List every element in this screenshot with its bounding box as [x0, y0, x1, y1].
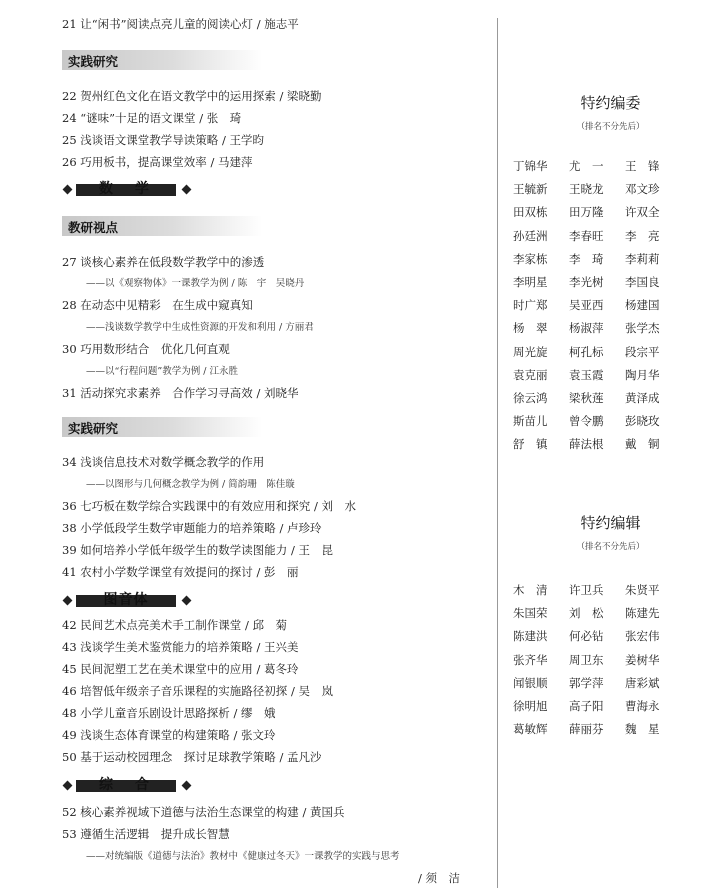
- toc-author: / 须 洁: [418, 871, 461, 885]
- editorial-board-names: [513, 158, 681, 459]
- member-name: 周卫东: [569, 652, 604, 667]
- member-name: 李国良: [625, 274, 660, 289]
- member-name: 张齐华: [513, 652, 548, 667]
- toc-item[interactable]: 48 小学儿童音乐剧设计思路探析 / 缪 娥: [62, 706, 276, 720]
- toc-item[interactable]: 52 核心素养视域下道德与法治生态课堂的构建 / 黄国兵: [62, 805, 345, 819]
- name-row: [513, 320, 681, 343]
- toc-subtitle: ——对统编版《道德与法治》教材中《健康过冬天》一课教学的实践与思考: [86, 851, 400, 862]
- name-row: [513, 698, 681, 721]
- member-name: 李家栋: [513, 251, 548, 266]
- member-name: 许卫兵: [569, 583, 604, 597]
- member-name: 李 亮: [625, 228, 660, 243]
- member-name: 黄泽成: [625, 390, 660, 405]
- member-name: 薛法根: [569, 437, 604, 452]
- member-name: 尤 一: [569, 159, 604, 173]
- member-name: 闻银顺: [513, 675, 548, 690]
- member-name: 木 清: [513, 583, 548, 597]
- member-name: 杨建国: [625, 298, 660, 313]
- member-name: 斯苗儿: [513, 414, 548, 429]
- member-name: 葛敏辉: [513, 722, 548, 737]
- ranking-note: （排名不分先后）: [576, 122, 645, 132]
- name-row: [513, 436, 681, 459]
- toc-item[interactable]: 43 浅谈学生美术鉴赏能力的培养策略 / 王兴美: [62, 640, 299, 654]
- name-row: [513, 344, 681, 367]
- section-header: 教研视点: [62, 216, 262, 236]
- toc-item[interactable]: 39 如何培养小学低年级学生的数学读图能力 / 王 昆: [62, 543, 333, 557]
- name-row: [513, 297, 681, 320]
- toc-item[interactable]: 26 巧用板书，提高课堂效率 / 马建萍: [62, 155, 253, 169]
- toc-item[interactable]: 24 “谜味”十足的语文课堂 / 张 琦: [62, 111, 242, 125]
- member-name: 曹海永: [625, 698, 660, 713]
- member-name: 高子阳: [569, 698, 604, 713]
- name-row: [513, 251, 681, 274]
- column-divider: [497, 18, 498, 888]
- member-name: 王 锋: [625, 159, 660, 173]
- toc-item[interactable]: 53 遵循生活逻辑 提升成长智慧: [62, 827, 230, 841]
- member-name: 杨 翠: [513, 321, 548, 336]
- toc-item[interactable]: 22 贺州红色文化在语文教学中的运用探索 / 梁晓勤: [62, 89, 322, 103]
- name-row: [513, 675, 681, 698]
- toc-subtitle: ——以图形与几何概念教学为例 / 简韵珊 陈佳璇: [86, 479, 295, 490]
- name-row: [513, 158, 681, 181]
- name-row: [513, 582, 681, 605]
- member-name: 邓文珍: [625, 182, 660, 197]
- toc-subtitle: ——以“行程问题”教学为例 / 江永胜: [86, 366, 238, 377]
- member-name: 时广郑: [513, 298, 548, 313]
- ranking-note: （排名不分先后）: [576, 542, 645, 552]
- member-name: 朱贤平: [625, 583, 660, 597]
- section-header: 实践研究: [62, 417, 262, 437]
- member-name: 田双栋: [513, 205, 548, 220]
- member-name: 戴 铜: [625, 437, 660, 452]
- member-name: 陶月华: [625, 367, 660, 382]
- member-name: 李莉莉: [625, 251, 660, 266]
- member-name: 彭晓玫: [625, 414, 660, 429]
- member-name: 徐云鸿: [513, 390, 548, 405]
- name-row: [513, 390, 681, 413]
- member-name: 何必钻: [569, 629, 604, 644]
- toc-item[interactable]: 27 谈核心素养在低段数学教学中的渗透: [62, 255, 265, 269]
- toc-subtitle: ——以《观察物体》一课教学为例 / 陈 宇 吴晓丹: [86, 278, 305, 289]
- member-name: 唐彩斌: [625, 675, 660, 690]
- member-name: 李 琦: [569, 251, 604, 266]
- member-name: 徐明旭: [513, 698, 548, 713]
- toc-item[interactable]: 49 浅谈生态体育课堂的构建策略 / 张文玲: [62, 728, 276, 742]
- member-name: 杨淑萍: [569, 321, 604, 336]
- name-row: [513, 628, 681, 651]
- member-name: 李光树: [569, 274, 604, 289]
- member-name: 薛丽芬: [569, 722, 604, 737]
- member-name: 吴亚西: [569, 298, 604, 313]
- member-name: 许双全: [625, 205, 660, 220]
- member-name: 袁玉霞: [569, 367, 604, 382]
- toc-item[interactable]: 45 民间泥塑工艺在美术课堂中的应用 / 葛冬玲: [62, 662, 299, 676]
- subject-heading: 综 合: [62, 777, 192, 795]
- editorial-board-title: 特约编委: [580, 94, 641, 112]
- name-row: [513, 274, 681, 297]
- member-name: 袁克丽: [513, 367, 548, 382]
- member-name: 陈建先: [625, 606, 660, 621]
- member-name: 王晓龙: [569, 182, 604, 197]
- toc-item[interactable]: 28 在动态中见精彩 在生成中窥真知: [62, 298, 253, 312]
- member-name: 丁锦华: [513, 159, 548, 173]
- member-name: 陈建洪: [513, 629, 548, 644]
- member-name: 王毓新: [513, 182, 548, 197]
- toc-item[interactable]: 46 培智低年级亲子音乐课程的实施路径初探 / 吴 岚: [62, 684, 333, 698]
- name-row: [513, 228, 681, 251]
- toc-item[interactable]: 30 巧用数形结合 优化几何直观: [62, 342, 230, 356]
- member-name: 柯孔标: [569, 344, 604, 359]
- name-row: [513, 413, 681, 436]
- member-name: 周光旋: [513, 344, 548, 359]
- member-name: 张宏伟: [625, 629, 660, 644]
- special-editors-title: 特约编辑: [580, 514, 641, 532]
- name-row: [513, 721, 681, 744]
- member-name: 段宗平: [625, 344, 660, 359]
- toc-item[interactable]: 25 浅谈语文课堂教学导读策略 / 王学昀: [62, 133, 264, 147]
- member-name: 张学杰: [625, 321, 660, 336]
- toc-item[interactable]: 34 浅谈信息技术对数学概念教学的作用: [62, 455, 265, 469]
- member-name: 田万隆: [569, 205, 604, 220]
- member-name: 朱国荣: [513, 606, 548, 621]
- toc-item[interactable]: 31 活动探究求素养 合作学习寻高效 / 刘晓华: [62, 386, 299, 400]
- member-name: 郭学萍: [569, 675, 604, 690]
- name-row: [513, 181, 681, 204]
- toc-item[interactable]: 36 七巧板在数学综合实践课中的有效应用和探究 / 刘 水: [62, 499, 356, 513]
- member-name: 舒 镇: [513, 437, 548, 452]
- member-name: 刘 松: [569, 606, 604, 621]
- member-name: 曾令鹏: [569, 414, 604, 429]
- name-row: [513, 652, 681, 675]
- member-name: 魏 星: [625, 722, 660, 737]
- member-name: 姜树华: [625, 652, 660, 667]
- name-row: [513, 204, 681, 227]
- special-editors-names: [513, 582, 681, 744]
- subject-heading: 数 学: [62, 181, 192, 199]
- member-name: 李春旺: [569, 228, 604, 243]
- toc-subtitle: ——浅谈数学教学中生成性资源的开发和利用 / 方丽君: [86, 322, 314, 333]
- toc-item[interactable]: 50 基于运动校园理念 探讨足球教学策略 / 孟凡沙: [62, 750, 322, 764]
- toc-item[interactable]: 41 农村小学数学课堂有效提问的探讨 / 彭 丽: [62, 565, 299, 579]
- member-name: 李明星: [513, 274, 548, 289]
- toc-item[interactable]: 21 让“闲书”阅读点亮儿童的阅读心灯 / 施志平: [62, 17, 299, 31]
- member-name: 梁秋莲: [569, 390, 604, 405]
- toc-item[interactable]: 42 民间艺术点亮美术手工制作课堂 / 邱 菊: [62, 618, 287, 632]
- section-header: 实践研究: [62, 50, 262, 70]
- member-name: 孙廷洲: [513, 228, 548, 243]
- subject-heading: 图音体: [62, 592, 192, 610]
- name-row: [513, 367, 681, 390]
- name-row: [513, 605, 681, 628]
- toc-item[interactable]: 38 小学低段学生数学审题能力的培养策略 / 卢珍玲: [62, 521, 322, 535]
